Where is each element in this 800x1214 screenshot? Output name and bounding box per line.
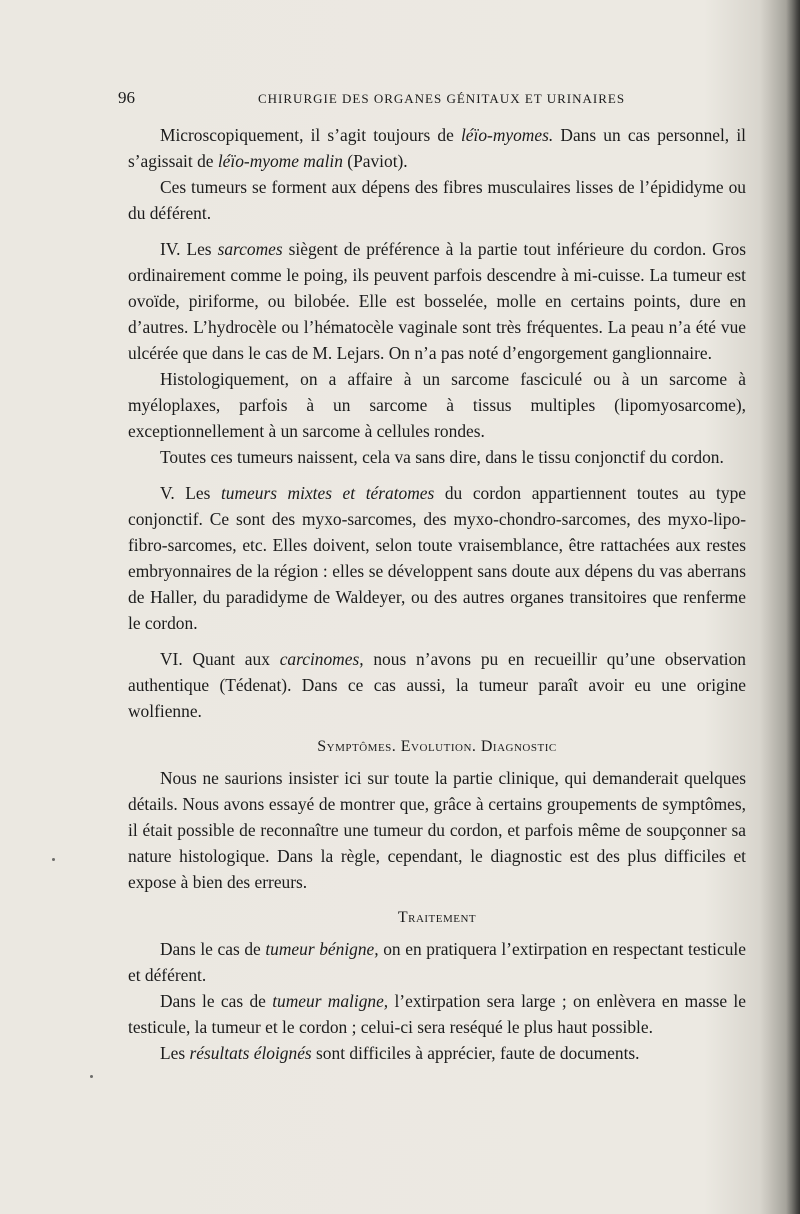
text-run: sont difficiles à apprécier, faute de documents. [311,1043,640,1063]
italic-term: léïo-myome malin [217,151,343,171]
paper-speck [90,1075,93,1078]
text-run: Les [160,1043,190,1063]
text-run: siègent de préférence à la partie tout inférieure du cordon. Gros ordinairement comme le poing, ils peuvent parfois descendre à mi-cuisse. La tumeur est ovoïde, piriforme, ou bilobée. Elle est bosselée, molle en certains points, dure en d’autres. L’hydrocèle ou l’hématocèle vaginale sont très fréquentes. La peau n’a été vue ulcérée que dans le cas de M. Lejars. On n’a pas noté d’engorgement ganglionnaire. [128,239,746,363]
italic-term: résultats éloignés [189,1043,312,1063]
paragraph [128,236,746,366]
text-run: on en pratiquera l’extirpation en respectant testicule et déférent. [128,939,746,985]
section-heading: Symptômes. Evolution. Diagnostic [317,738,557,755]
text-run: Dans un cas personnel, il s’agissait de [128,125,746,171]
page-gutter-shadow [786,0,800,1214]
text-run: V. Les [160,483,221,503]
paragraph: Ces tumeurs se forment aux dépens des fibres musculaires lisses de l’épididyme ou du déférent. [128,177,746,223]
italic-term: tumeur bénigne, [265,939,379,959]
paragraph [128,122,746,174]
paragraph: Histologiquement, on a affaire à un sarcome fasciculé ou à un sarcome à myéloplaxes, parfois à un sarcome à tissus multiples (lipomyosarcome), exceptionnellement à un sarcome à cellules rondes. [128,369,746,441]
paper-speck [52,858,55,861]
italic-term: tumeur maligne, [272,991,389,1011]
text-run: (Paviot). [342,151,408,171]
paragraph [128,1040,746,1066]
text-run: du cordon appartiennent toutes au type conjonctif. Ce sont des myxo-sarcomes, des myxo-chondro-sarcomes, des myxo-lipo-fibro-sarcomes, etc. Elles doivent, selon toute vraisemblance, être rattachées aux restes embryonnaires de la région : elles se développent sans doute aux dépens du vas aberrans de Haller, du paradidyme de Waldeyer, ou des autres organes transitoires que renferme le cordon. [128,483,746,633]
paragraph: Toutes ces tumeurs naissent, cela va sans dire, dans le tissu conjonctif du cordon. [160,447,724,467]
paragraph: Nous ne saurions insister ici sur toute la partie clinique, qui demanderait quelques détails. Nous avons essayé de montrer que, grâce à certains groupements de symptômes, il était possible de reconnaître une tumeur du cordon, et parfois même de soupçonner sa nature histologique. Dans la règle, cependant, le diagnostic est des plus difficiles et expose à bien des erreurs. [128,768,746,892]
text-run: nous n’avons pu en recueillir qu’une observation authentique (Tédenat). Dans ce cas aussi, la tumeur paraît avoir eu une origine wolfienne. [128,649,746,721]
paragraph [128,936,746,988]
text-run: Dans le cas de [160,991,273,1011]
section-heading: Traitement [397,909,477,926]
paragraph [128,480,746,636]
running-head: CHIRURGIE DES ORGANES GÉNITAUX ET URINAIRES [258,91,626,106]
text-run: Microscopiquement, il s’agit toujours de [160,125,461,145]
page-header [118,88,748,114]
italic-term: léïo-myomes. [460,125,554,145]
italic-term: carcinomes, [279,649,364,669]
italic-term: tumeurs mixtes et tératomes [220,483,435,503]
page-number: 96 [118,88,135,107]
text-run: l’extirpation sera large ; on enlèvera en masse le testicule, la tumeur et le cordon ; celui-ci sera reséqué le plus haut possible. [128,991,746,1037]
text-run: Dans le cas de [160,939,266,959]
text-run: IV. Les [160,239,218,259]
text-run: VI. Quant aux [160,649,280,669]
italic-term: sarcomes [217,239,283,259]
paragraph [128,988,746,1040]
body-text [128,122,746,1066]
paragraph [128,646,746,724]
